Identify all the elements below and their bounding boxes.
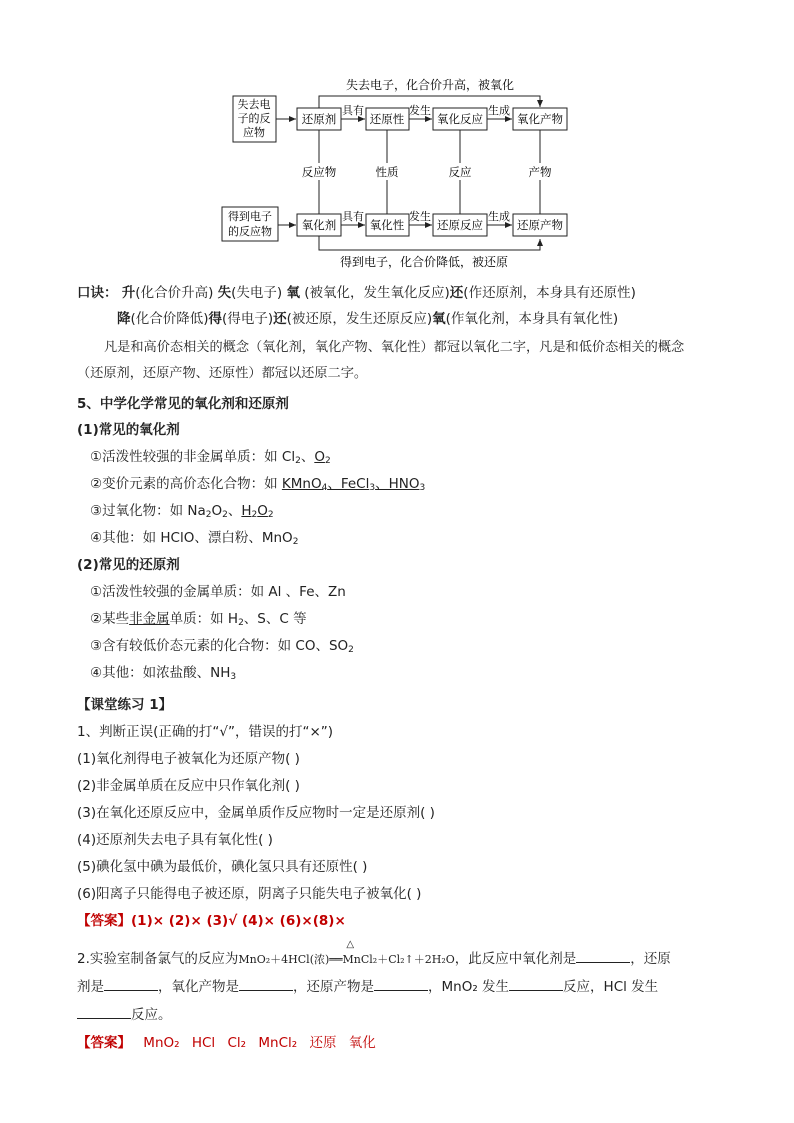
q2-text: ，此反应中氧化剂是 <box>454 951 577 967</box>
answer-blank[interactable] <box>239 976 293 991</box>
q2-text: ，还原产物是 <box>293 979 374 995</box>
mnemonic-key: 还 <box>273 311 287 327</box>
reductant-item: ②某些非金属单质：如 $H_2$、S、C 等 <box>90 611 307 628</box>
mnemonic-line-1 <box>77 281 636 301</box>
oxidant-item: ②变价元素的高价态化合物：如 KMnO$_4$、FeCl$_3$、$HNO_3$ <box>90 476 426 493</box>
answer-item: 还原 <box>309 1035 337 1051</box>
reductant-item: ①活泼性较强的金属单质：如 Al 、Fe、Zn <box>90 584 346 600</box>
question-1-title: 1、判断正误(正确的打“√”，错误的打“×”) <box>77 724 334 740</box>
mnemonic-text: (被氧化，发生氧化反应) <box>299 285 450 301</box>
link-label: 发生 <box>409 104 431 117</box>
q2-intro: 2.实验室制备氯气的反应为 <box>77 951 239 967</box>
reductant-item: ③含有较低价态元素的化合物：如 CO、$SO_2$ <box>90 638 354 655</box>
bottom-arrow-label: 得到电子，化合价降低，被还原 <box>339 255 509 269</box>
question-item: (5)碘化氢中碘为最低价，碘化氢只具有还原性( ) <box>77 859 368 875</box>
practice-title: 【课堂练习 1】 <box>77 697 173 713</box>
q2-equation: △ MnO₂＋4HCl(浓)══MnCl₂＋Cl₂↑＋2H₂O <box>238 939 455 966</box>
q2-text: ，还原 <box>630 951 671 967</box>
answer-blank[interactable] <box>77 1004 131 1019</box>
answer-item: MnO₂ <box>143 1035 180 1051</box>
q2-text: 反应，HCl 发生 <box>563 979 659 995</box>
q2-text: ，MnO₂ 发生 <box>428 979 510 995</box>
mnemonic-text: (作还原剂，本身具有还原性) <box>463 285 636 301</box>
oxidants-title: (1)常见的氧化剂 <box>77 422 180 438</box>
answer-blank[interactable] <box>374 976 428 991</box>
oxidant-item: ③过氧化物：如 $Na_2O_2$、$H_2O_2$ <box>90 503 274 520</box>
answer-1 <box>77 909 346 929</box>
paragraph-line: （还原剂，还原产物、还原性）都冠以还原二字。 <box>77 366 368 381</box>
mnemonic-key: 失 <box>217 285 232 301</box>
middle-label: 产物 <box>528 165 552 179</box>
q2-text: 反应。 <box>131 1007 172 1023</box>
heat-symbol: △ <box>346 939 355 950</box>
mnemonic-key: 升 <box>121 285 136 301</box>
question-item: (6)阳离子只能得电子被还原，阴离子只能失电子被氧化( ) <box>77 886 422 902</box>
answer-label: 【答案】 <box>77 913 131 929</box>
question-item: (3)在氧化还原反应中，金属单质作反应物时一定是还原剂( ) <box>77 805 435 821</box>
reductant-item: ④其他：如浓盐酸、$NH_3$ <box>90 665 237 682</box>
start-box-line: 应物 <box>243 126 265 139</box>
question-2-line-1 <box>77 939 671 967</box>
mnemonic-line-2 <box>117 307 618 327</box>
q2-text: ，氧化产物是 <box>158 979 239 995</box>
mnemonic-key: 得 <box>208 311 223 327</box>
link-label: 生成 <box>488 104 510 117</box>
link-label: 发生 <box>409 210 431 223</box>
box-label: 氧化产物 <box>517 112 563 126</box>
paragraph-line: 凡是和高价态相关的概念（氧化剂，氧化产物、氧化性）都冠以氧化二字，凡是和低价态相关的概念 <box>104 340 685 355</box>
start-box-line: 子的反 <box>237 112 271 125</box>
answer-2 <box>77 1031 376 1051</box>
link-label: 具有 <box>342 210 364 223</box>
middle-label: 反应 <box>448 165 472 179</box>
box-label: 氧化反应 <box>437 112 483 126</box>
q2-text: 剂是 <box>77 979 104 995</box>
link-label: 生成 <box>488 210 510 223</box>
mnemonic-key: 氧 <box>286 285 300 301</box>
mnemonic-text: (得电子) <box>222 311 274 327</box>
top-arrow-label: 失去电子，化合价升高，被氧化 <box>345 78 515 92</box>
answer-item: MnCl₂ <box>258 1035 298 1051</box>
box-label: 还原反应 <box>437 218 483 232</box>
question-item: (4)还原剂失去电子具有氧化性( ) <box>77 832 273 848</box>
mnemonic-text: (失电子) <box>231 285 283 301</box>
box-label: 还原剂 <box>301 112 337 126</box>
question-2-line-2 <box>77 975 658 995</box>
answer-blank[interactable] <box>104 976 158 991</box>
box-label: 氧化性 <box>369 218 405 232</box>
answer-item: HCl <box>191 1035 216 1051</box>
answer-blank[interactable] <box>509 976 563 991</box>
box-label: 还原产物 <box>517 218 563 232</box>
mnemonic-text: (被还原，发生还原反应) <box>286 311 433 327</box>
question-2-line-3 <box>77 1003 172 1023</box>
oxidant-item: ④其他：如 HClO、漂白粉、MnO$_2$ <box>90 530 299 547</box>
answer-item: 氧化 <box>348 1035 376 1051</box>
box-label: 氧化剂 <box>301 218 337 232</box>
start-box-line: 失去电 <box>237 98 271 111</box>
mnemonic-key: 降 <box>117 311 131 327</box>
oxidant-item: ①活泼性较强的非金属单质：如 $Cl_2$、$O_2$ <box>90 449 331 466</box>
start-box-line: 得到电子 <box>228 210 272 223</box>
link-label: 具有 <box>342 104 364 117</box>
middle-label: 反应物 <box>301 165 337 179</box>
box-label: 还原性 <box>369 112 405 126</box>
mnemonic-label: 口诀： <box>77 285 118 301</box>
answer-blank[interactable] <box>576 948 630 963</box>
section-title: 5、中学化学常见的氧化剂和还原剂 <box>77 396 289 412</box>
start-box-line: 的反应物 <box>228 225 272 238</box>
middle-label: 性质 <box>375 165 399 179</box>
answer-item: Cl₂ <box>227 1035 247 1051</box>
redox-concept-diagram <box>0 0 794 280</box>
mnemonic-text: (化合价升高) <box>135 285 218 301</box>
question-item: (1)氧化剂得电子被氧化为还原产物( ) <box>77 751 300 767</box>
mnemonic-key: 还 <box>449 285 464 301</box>
answer-label: 【答案】 <box>77 1035 131 1051</box>
mnemonic-text: (化合价降低) <box>130 311 209 327</box>
reductants-title: (2)常见的还原剂 <box>77 557 180 573</box>
answer-text: (1)× (2)× (3)√ (4)× (6)×(8)× <box>131 913 346 929</box>
question-item: (2)非金属单质在反应中只作氧化剂( ) <box>77 778 300 794</box>
mnemonic-text: (作氧化剂，本身具有氧化性) <box>445 311 619 327</box>
mnemonic-key: 氧 <box>432 311 446 327</box>
